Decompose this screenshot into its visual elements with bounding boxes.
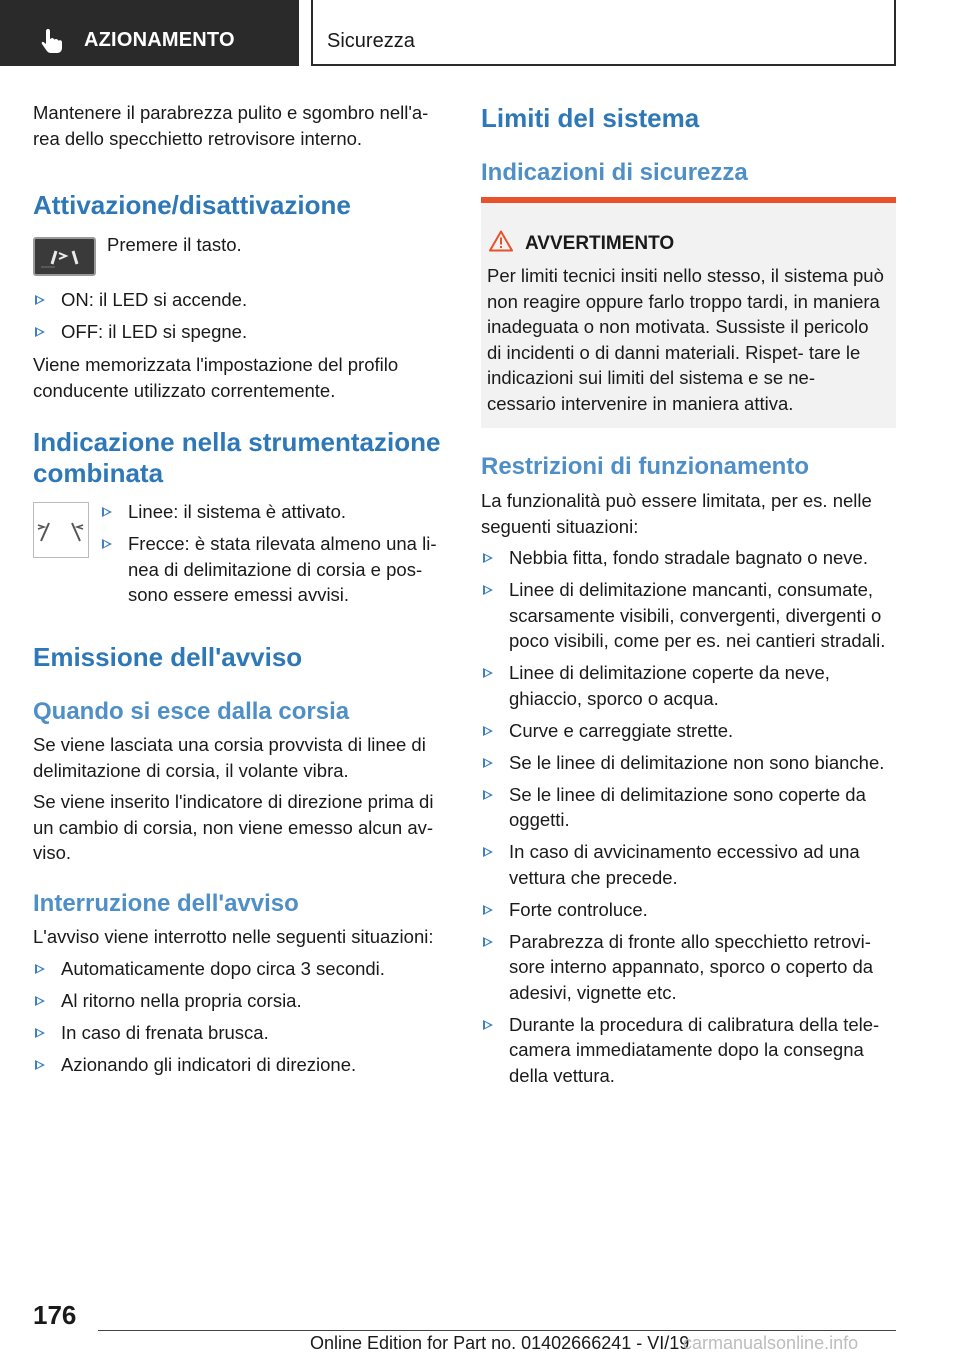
lane-leave-paragraph-1: Se viene lasciata una corsia provvista di linee di delimitazione di corsia, il volante vibra. bbox=[33, 734, 426, 781]
list-item: Forte controluce. bbox=[481, 897, 896, 923]
section-tab bbox=[311, 0, 896, 66]
warning-triangle-icon bbox=[489, 230, 513, 252]
edition-text: Online Edition for Part no. 01402666241 - VI/19 bbox=[310, 1333, 690, 1353]
interrupt-list bbox=[33, 956, 445, 1084]
list-item: Durante la procedura di calibratura della tele- camera immediatamente dopo la consegna della vettura. bbox=[481, 1012, 896, 1089]
list-item: Azionando gli indicatori di direzione. bbox=[33, 1052, 445, 1078]
lane-departure-button-icon bbox=[33, 237, 96, 276]
triangle-bullet-icon bbox=[102, 539, 112, 549]
triangle-bullet-icon bbox=[483, 790, 493, 800]
list-item: Nebbia fitta, fondo stradale bagnato o neve. bbox=[481, 545, 896, 571]
page-number: 176 bbox=[33, 1300, 77, 1330]
triangle-bullet-icon bbox=[483, 553, 493, 563]
triangle-bullet-icon bbox=[35, 295, 45, 305]
triangle-bullet-icon bbox=[483, 758, 493, 768]
restrictions-list bbox=[481, 545, 896, 1095]
limits-heading: Limiti del sistema bbox=[481, 103, 700, 133]
triangle-bullet-icon bbox=[483, 668, 493, 678]
cluster-list bbox=[100, 499, 445, 614]
list-item: Linee di delimitazione coperte da neve, ghiaccio, sporco o acqua. bbox=[481, 660, 896, 711]
triangle-bullet-icon bbox=[483, 585, 493, 595]
list-item: Al ritorno nella propria corsia. bbox=[33, 988, 445, 1014]
warning-emission-heading: Emissione dell'avviso bbox=[33, 642, 303, 672]
activation-heading: Attivazione/disattivazione bbox=[33, 190, 351, 220]
list-item: OFF: il LED si spegne. bbox=[33, 319, 445, 345]
hand-pointer-icon bbox=[40, 28, 64, 54]
triangle-bullet-icon bbox=[102, 507, 112, 517]
list-item: Parabrezza di fronte allo specchietto retrovi- sore interno appannato, sporco o coperto da adesivi, vignette etc. bbox=[481, 929, 896, 1006]
list-item: Frecce: è stata rilevata almeno una li- nea di delimitazione di corsia e pos- sono essere emessi avvisi. bbox=[100, 531, 445, 608]
intro-paragraph: Mantenere il parabrezza pulito e sgombro nell'a- rea dello specchietto retrovisore interno. bbox=[33, 102, 429, 149]
list-item: In caso di avvicinamento eccessivo ad una vettura che precede. bbox=[481, 839, 896, 890]
restrictions-heading: Restrizioni di funzionamento bbox=[481, 453, 809, 480]
list-item: In caso di frenata brusca. bbox=[33, 1020, 445, 1046]
footer-divider bbox=[98, 1330, 896, 1331]
chapter-tab bbox=[0, 0, 299, 66]
warning-text: Per limiti tecnici insiti nello stesso, il sistema può non reagire oppure farlo troppo tardi, in maniera inadeguata o non motivata. Sussiste il pericolo di incidenti o di danni materiali. Rispet- tare le indicazioni sui limiti del sistema e se ne- cessario intervenire in maniera attiva. bbox=[487, 265, 884, 414]
triangle-bullet-icon bbox=[483, 937, 493, 947]
list-item: Curve e carreggiate strette. bbox=[481, 718, 896, 744]
lane-lines-indicator-icon bbox=[33, 502, 89, 558]
activation-list bbox=[33, 287, 445, 351]
triangle-bullet-icon bbox=[35, 327, 45, 337]
list-item: ON: il LED si accende. bbox=[33, 287, 445, 313]
triangle-bullet-icon bbox=[483, 905, 493, 915]
triangle-bullet-icon bbox=[35, 1028, 45, 1038]
triangle-bullet-icon bbox=[35, 996, 45, 1006]
section-title: Sicurezza bbox=[327, 30, 415, 52]
warning-title: AVVERTIMENTO bbox=[525, 233, 675, 254]
triangle-bullet-icon bbox=[35, 1060, 45, 1070]
list-item: Automaticamente dopo circa 3 secondi. bbox=[33, 956, 445, 982]
list-item: Se le linee di delimitazione sono coperte da oggetti. bbox=[481, 782, 896, 833]
page-header bbox=[0, 0, 960, 66]
lane-leave-heading: Quando si esce dalla corsia bbox=[33, 698, 350, 725]
list-item: Linee: il sistema è attivato. bbox=[100, 499, 445, 525]
left-column bbox=[33, 100, 445, 157]
triangle-bullet-icon bbox=[483, 847, 493, 857]
triangle-bullet-icon bbox=[35, 964, 45, 974]
cluster-heading: Indicazione nella strumentazione combinata bbox=[33, 427, 441, 488]
watermark-text: carmanualsonline.info bbox=[683, 1333, 859, 1353]
interrupt-intro: L'avviso viene interrotto nelle seguenti situazioni: bbox=[33, 926, 434, 947]
lane-leave-paragraph-2: Se viene inserito l'indicatore di direzione prima di un cambio di corsia, non viene emesso alcun av- viso. bbox=[33, 791, 434, 863]
memory-paragraph: Viene memorizzata l'impostazione del profilo conducente utilizzato correntemente. bbox=[33, 354, 399, 401]
list-item: Linee di delimitazione mancanti, consumate, scarsamente visibili, convergenti, divergenti o poco visibili, come per es. nei cantieri stradali. bbox=[481, 577, 896, 654]
press-button-text: Premere il tasto. bbox=[107, 234, 242, 255]
warning-box bbox=[481, 197, 896, 428]
triangle-bullet-icon bbox=[483, 726, 493, 736]
triangle-bullet-icon bbox=[483, 1020, 493, 1030]
safety-heading: Indicazioni di sicurezza bbox=[481, 159, 748, 186]
chapter-title: AZIONAMENTO bbox=[84, 29, 235, 51]
list-item: Se le linee di delimitazione non sono bianche. bbox=[481, 750, 896, 776]
interrupt-heading: Interruzione dell'avviso bbox=[33, 890, 299, 917]
restrictions-intro: La funzionalità può essere limitata, per es. nelle seguenti situazioni: bbox=[481, 490, 872, 537]
